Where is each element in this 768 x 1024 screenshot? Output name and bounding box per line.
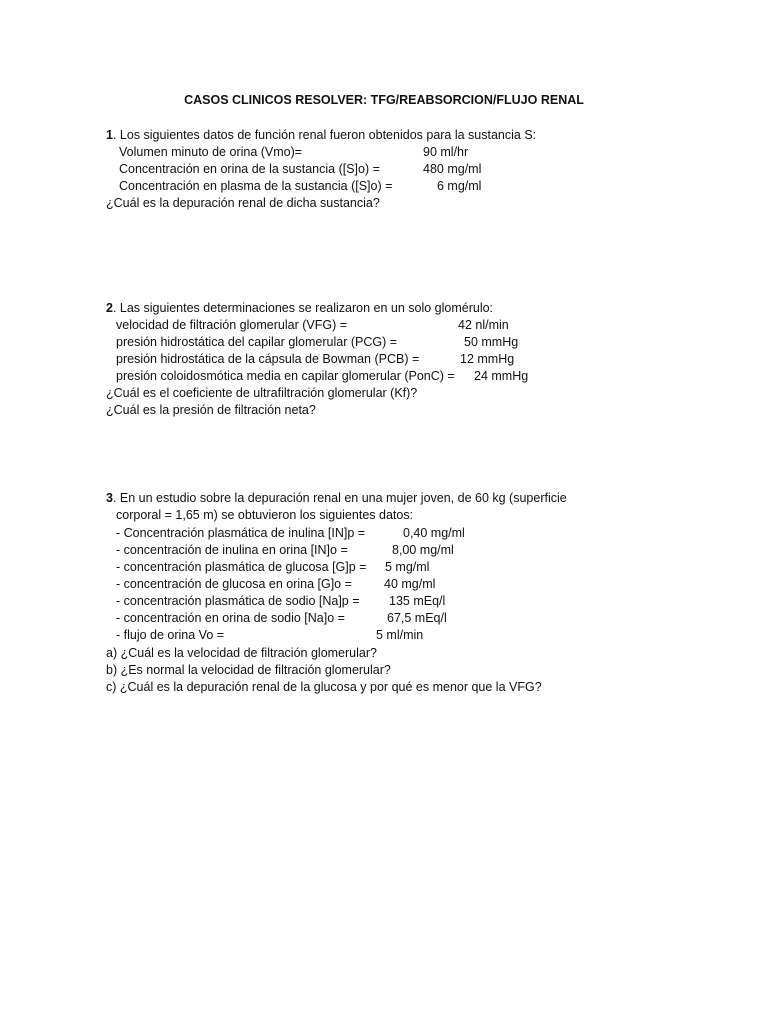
case1-intro-text: . Los siguientes datos de función renal fueron obtenidos para la sustancia S:: [112, 128, 537, 142]
case3-item-label: - concentración de inulina en orina [IN]o =: [116, 543, 348, 557]
case3-item-value: 8,00 mg/ml: [392, 543, 454, 557]
case3-intro: [106, 490, 567, 507]
case2-item-label: presión hidrostática del capilar glomerular (PCG) =: [116, 335, 398, 349]
case3-item-label: - concentración plasmática de sodio [Na]p =: [116, 594, 360, 608]
case3-item-label: - concentración plasmática de glucosa [G]p =: [116, 560, 367, 574]
case3-item-label: - flujo de orina Vo =: [116, 628, 225, 642]
case2-intro-text: . Las siguientes determinaciones se realizaron en un solo glomérulo:: [112, 301, 494, 315]
case3-question: c) ¿Cuál es la depuración renal de la glucosa y por qué es menor que la VFG?: [106, 680, 542, 694]
case1-number: 1: [106, 128, 113, 142]
case2-item-label: presión coloidosmótica media en capilar glomerular (PonC) =: [116, 369, 455, 383]
case3-item-value: 5 mg/ml: [385, 560, 430, 574]
case2-question: ¿Cuál es el coeficiente de ultrafiltración glomerular (Kf)?: [106, 386, 418, 400]
case2-number: 2: [106, 301, 113, 315]
case1-item-label: Concentración en plasma de la sustancia ([S]o) =: [119, 179, 393, 193]
case2-item-value: 50 mmHg: [464, 335, 519, 349]
case3-item-value: 135 mEq/l: [389, 594, 446, 608]
case3-item-label: - Concentración plasmática de inulina [IN]p =: [116, 526, 366, 540]
case3-item-value: 0,40 mg/ml: [403, 526, 465, 540]
case3-item-label: - concentración en orina de sodio [Na]o =: [116, 611, 345, 625]
case3-intro-continued: corporal = 1,65 m) se obtuvieron los siguientes datos:: [116, 508, 414, 522]
case1-item-value: 480 mg/ml: [423, 162, 482, 176]
case1-item-label: Concentración en orina de la sustancia ([S]o) =: [119, 162, 380, 176]
case2-item-label: velocidad de filtración glomerular (VFG) =: [116, 318, 347, 332]
case3-item-value: 67,5 mEq/l: [387, 611, 447, 625]
case3-question: a) ¿Cuál es la velocidad de filtración glomerular?: [106, 646, 377, 660]
case1-question: ¿Cuál es la depuración renal de dicha sustancia?: [106, 196, 380, 210]
case1-intro: [106, 127, 536, 144]
case3-item-value: 5 ml/min: [376, 628, 424, 642]
case3-item-label: - concentración de glucosa en orina [G]o =: [116, 577, 352, 591]
case2-item-value: 24 mmHg: [474, 369, 529, 383]
case2-question: ¿Cuál es la presión de filtración neta?: [106, 403, 316, 417]
case1-item-value: 90 ml/hr: [423, 145, 469, 159]
case2-intro: [106, 300, 493, 317]
case3-intro-text: . En un estudio sobre la depuración renal en una mujer joven, de 60 kg (superficie: [112, 491, 567, 505]
case1-item-label: Volumen minuto de orina (Vmo)=: [119, 145, 303, 159]
document-title: CASOS CLINICOS RESOLVER: TFG/REABSORCION/FLUJO RENAL: [184, 93, 584, 107]
case2-item-label: presión hidrostática de la cápsula de Bowman (PCB) =: [116, 352, 420, 366]
case1-item-value: 6 mg/ml: [437, 179, 482, 193]
case3-question: b) ¿Es normal la velocidad de filtración glomerular?: [106, 663, 391, 677]
case3-item-value: 40 mg/ml: [384, 577, 436, 591]
case3-number: 3: [106, 491, 113, 505]
case2-item-value: 12 mmHg: [460, 352, 515, 366]
case2-item-value: 42 nl/min: [458, 318, 509, 332]
